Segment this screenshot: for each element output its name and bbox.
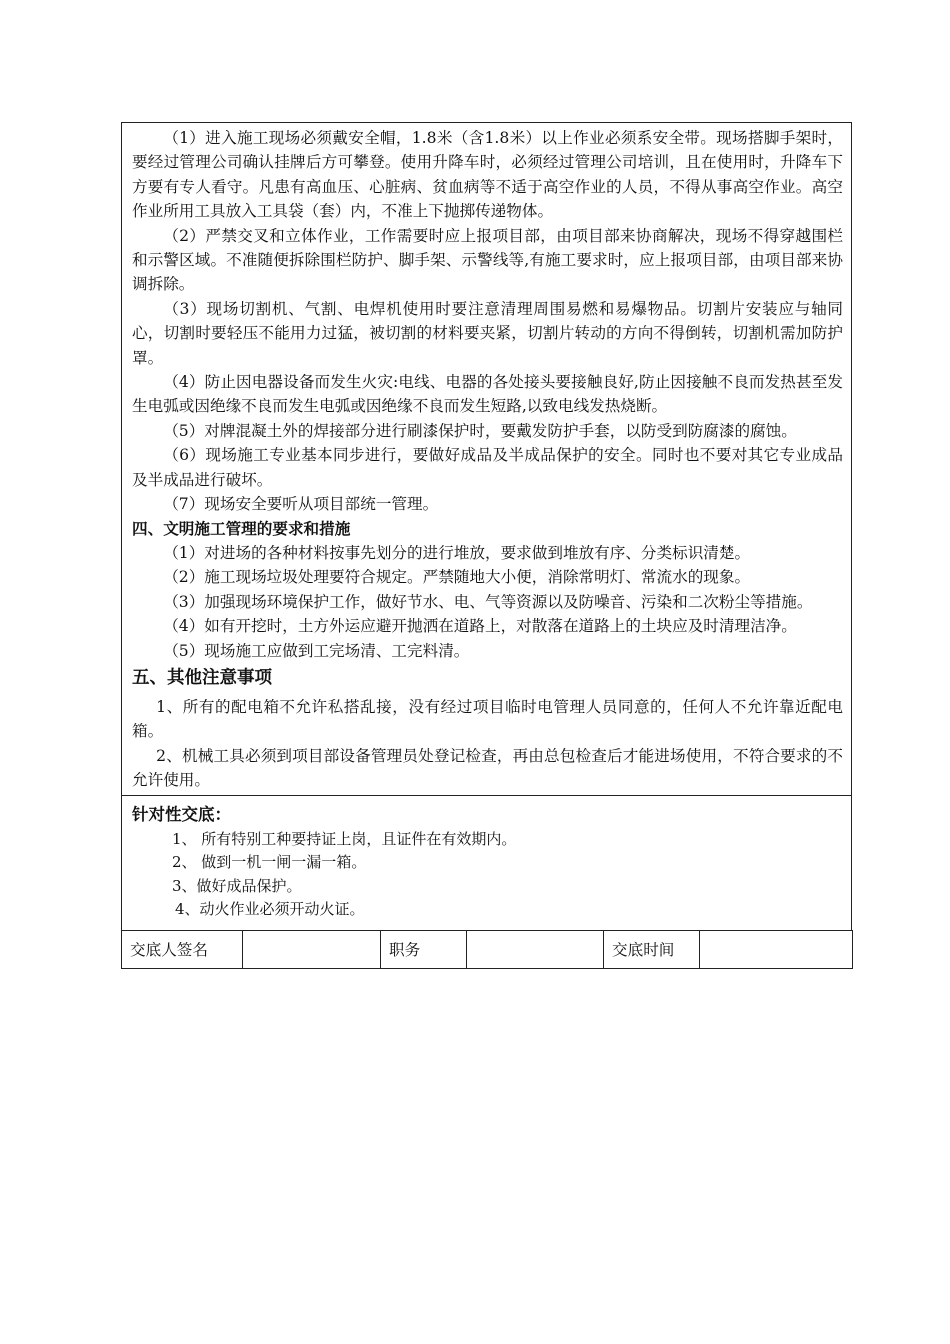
targeted-item-2: 2、 做到一机一闸一漏一箱。 <box>172 853 367 872</box>
signature-row <box>122 930 853 968</box>
time-field[interactable] <box>700 930 853 968</box>
section-4-item-2: （2）施工现场垃圾处理要符合规定。严禁随地大小便，消除常明灯、常流水的现象。 <box>163 568 751 587</box>
section-4-item-5: （5）现场施工应做到工完场清、工完料清。 <box>163 641 470 660</box>
time-label: 交底时间 <box>604 930 700 968</box>
section-4-item-3: （3）加强现场环境保护工作，做好节水、电、气等资源以及防噪音、污染和二次粉尘等措施。 <box>163 592 813 611</box>
signature-table <box>121 930 853 969</box>
safety-item-1: （1）进入施工现场必须戴安全帽，1.8米（含1.8米）以上作业必须系安全带。现场搭脚手架时，要经过管理公司确认挂牌后方可攀登。使用升降车时，必须经过管理公司培训，且在使用时，升降车下方要有专人看守。凡患有高血压、心脏病、贫血病等不适于高空作业的人员，不得从事高空作业。高空作业所用工具放入工具袋（套）内，不准上下抛掷传递物体。 <box>132 129 843 221</box>
targeted-item-3: 3、做好成品保护。 <box>172 876 302 895</box>
safety-item-3: （3）现场切割机、气割、电焊机使用时要注意清理周围易燃和易爆物品。切割片安装应与轴同心，切割时要轻压不能用力过猛，被切割的材料要夹紧，切割片转动的方向不得倒转，切割机需加防护罩。 <box>132 299 843 367</box>
targeted-heading: 针对性交底： <box>132 804 231 824</box>
safety-item-7: （7）现场安全要听从项目部统一管理。 <box>163 495 439 514</box>
section-4-heading: 四、文明施工管理的要求和措施 <box>132 518 351 538</box>
targeted-disclosure-cell <box>121 795 852 930</box>
position-field[interactable] <box>467 930 604 968</box>
safety-item-4: （4）防止因电器设备而发生火灾:电线、电器的各处接头要接触良好,防止因接触不良而发热甚至发生电弧或因绝缘不良而发生电弧或因绝缘不良而发生短路,以致电线发热烧断。 <box>132 373 843 416</box>
safety-item-2: （2）严禁交叉和立体作业，工作需要时应上报项目部，由项目部来协商解决，现场不得穿越围栏和示警区域。不准随便拆除围栏防护、脚手架、示警线等,有施工要求时，应上报项目部，由项目部来协调拆除。 <box>132 226 843 294</box>
signer-label: 交底人签名 <box>122 930 243 968</box>
section-5-item-2: 2、机械工具必须到项目部设备管理员处登记检查，再由总包检查后才能进场使用，不符合要求的不允许使用。 <box>132 746 843 790</box>
targeted-item-1: 1、 所有特别工种要持证上岗，且证件在有效期内。 <box>172 829 517 848</box>
safety-item-5: （5）对牌混凝土外的焊接部分进行刷漆保护时，要戴发防护手套，以防受到防腐漆的腐蚀。 <box>163 421 797 440</box>
targeted-item-4: 4、动火作业必须开动火证。 <box>175 900 365 919</box>
signer-field[interactable] <box>243 930 381 968</box>
main-content-cell <box>121 122 852 795</box>
safety-item-6: （6）现场施工专业基本同步进行，要做好成品及半成品保护的安全。同时也不要对其它专业成品及半成品进行破坏。 <box>132 446 843 489</box>
disclosure-form <box>121 122 852 969</box>
section-4-item-1: （1）对进场的各种材料按事先划分的进行堆放，要求做到堆放有序、分类标识清楚。 <box>163 543 751 562</box>
position-label: 职务 <box>381 930 467 968</box>
section-5-heading: 五、其他注意事项 <box>132 667 272 688</box>
section-4-item-4: （4）如有开挖时，土方外运应避开抛洒在道路上，对散落在道路上的土块应及时清理洁净。 <box>163 617 797 636</box>
section-5-item-1: 1、所有的配电箱不允许私搭乱接，没有经过项目临时电管理人员同意的，任何人不允许靠近配电箱。 <box>132 697 843 741</box>
